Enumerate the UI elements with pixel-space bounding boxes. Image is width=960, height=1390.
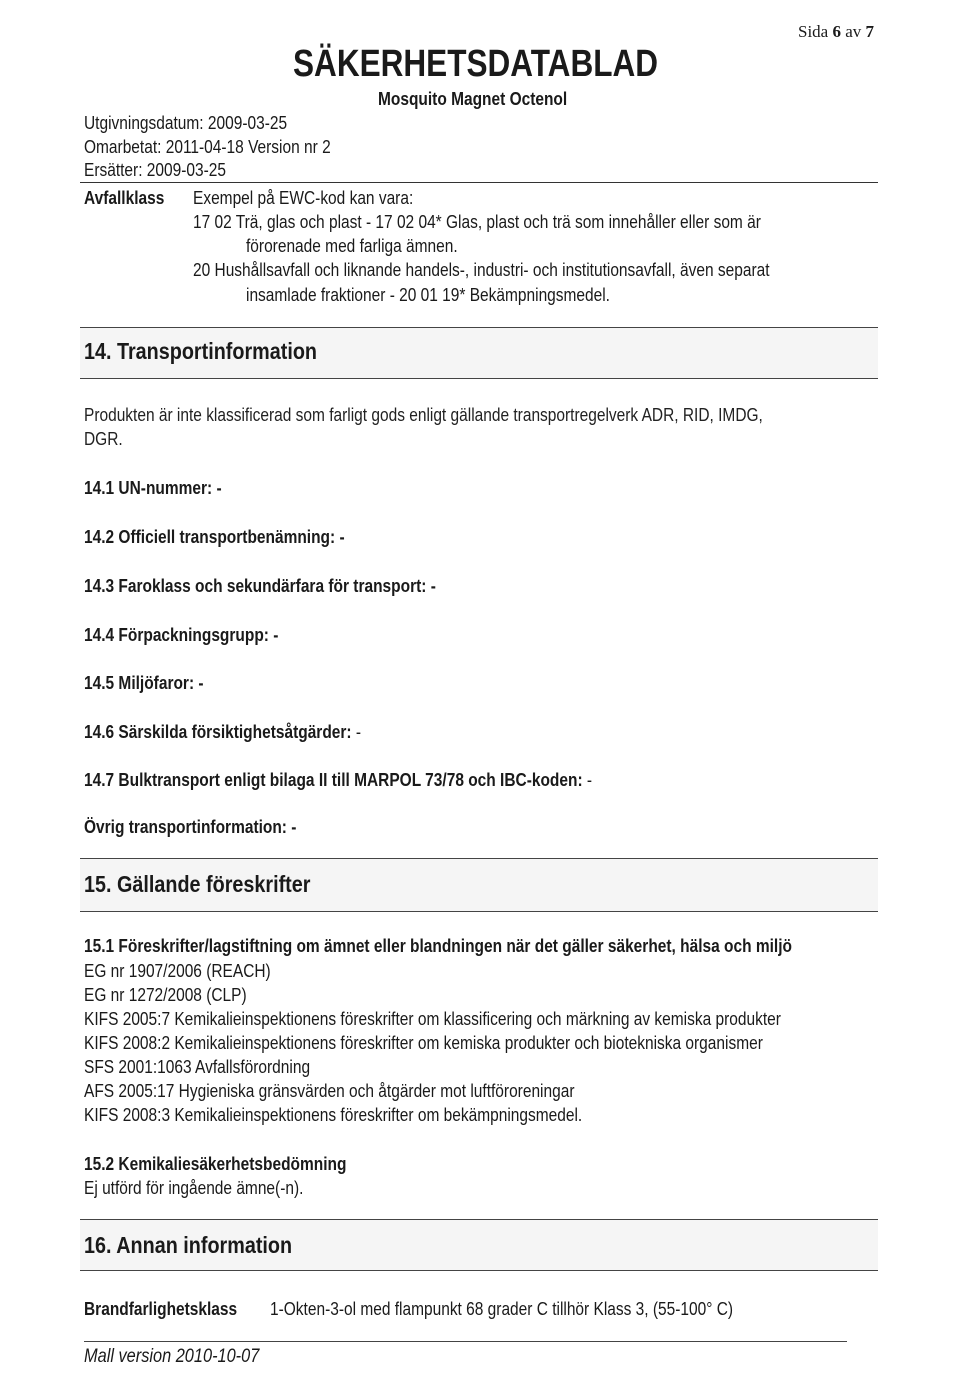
- regulations-heading: 15.1 Föreskrifter/lagstiftning om ämnet eller blandningen när det gäller säkerhet, hälsa och miljö: [84, 936, 792, 956]
- transport-item: 14.3 Faroklass och sekundärfara för transport: -: [84, 576, 436, 596]
- issue-date: Utgivningsdatum: 2009-03-25: [84, 113, 288, 133]
- chemical-safety-text: Ej utförd för ingående ämne(-n).: [84, 1178, 304, 1198]
- regulation-item: KIFS 2008:3 Kemikalieinspektionens föreskrifter om bekämpningsmedel.: [84, 1105, 583, 1125]
- template-version: Mall version 2010-10-07: [84, 1346, 260, 1367]
- page-sep: av: [845, 22, 862, 41]
- header-divider: [80, 182, 878, 183]
- waste-line-2a: 20 Hushållsavfall och liknande handels-, industri- och institutionsavfall, även separat: [193, 260, 770, 280]
- waste-line-2b: insamlade fraktioner - 20 01 19* Bekämpningsmedel.: [246, 285, 610, 305]
- waste-line-1a: 17 02 Trä, glas och plast - 17 02 04* Glas, plast och trä som innehåller eller som är: [193, 212, 761, 232]
- product-name: Mosquito Magnet Octenol: [378, 89, 568, 109]
- section-16-header: [80, 1219, 878, 1271]
- regulation-item: KIFS 2005:7 Kemikalieinspektionens föreskrifter om klassificering och märkning av kemiska produkter: [84, 1009, 781, 1029]
- footer-divider: [84, 1341, 847, 1342]
- page-total: 7: [865, 22, 875, 41]
- transport-item-value: -: [582, 770, 593, 790]
- regulation-item: SFS 2001:1063 Avfallsförordning: [84, 1057, 311, 1077]
- section-15-title: 15. Gällande föreskrifter: [84, 871, 311, 897]
- transport-item: 14.2 Officiell transportbenämning: -: [84, 527, 345, 547]
- transport-item: [84, 722, 361, 743]
- section-16-title: 16. Annan information: [84, 1232, 293, 1258]
- replaces-info: Ersätter: 2009-03-25: [84, 160, 226, 180]
- flammability-value: 1-Okten-3-ol med flampunkt 68 grader C tillhör Klass 3, (55-100° C): [270, 1299, 734, 1319]
- chemical-safety-heading: 15.2 Kemikaliesäkerhetsbedömning: [84, 1154, 347, 1174]
- transport-item: [84, 770, 592, 791]
- transport-item-label: 14.7 Bulktransport enligt bilaga II till MARPOL 73/78 och IBC-koden:: [84, 770, 583, 790]
- waste-line-1b: förorenade med farliga ämnen.: [246, 236, 458, 256]
- transport-item-value: -: [351, 722, 362, 742]
- transport-item: 14.1 UN-nummer: -: [84, 478, 222, 498]
- transport-item: 14.4 Förpackningsgrupp: -: [84, 625, 279, 645]
- page-number: [798, 22, 874, 42]
- transport-intro-b: DGR.: [84, 429, 123, 449]
- transport-other: Övrig transportinformation: -: [84, 817, 297, 837]
- transport-intro-a: Produkten är inte klassificerad som farligt gods enligt gällande transportregelverk ADR, RID, IMDG,: [84, 405, 763, 425]
- page-prefix: Sida: [798, 22, 829, 41]
- regulation-item: AFS 2005:17 Hygieniska gränsvärden och åtgärder mot luftföroreningar: [84, 1081, 575, 1101]
- document-title: SÄKERHETSDATABLAD: [293, 43, 659, 85]
- section-15-header: [80, 858, 878, 912]
- section-14-header: [80, 327, 878, 379]
- regulation-item: KIFS 2008:2 Kemikalieinspektionens föreskrifter om kemiska produkter och biotekniska organismer: [84, 1033, 763, 1053]
- transport-item-label: 14.6 Särskilda försiktighetsåtgärder:: [84, 722, 352, 742]
- regulation-item: EG nr 1907/2006 (REACH): [84, 961, 271, 981]
- revision-info: Omarbetat: 2011-04-18 Version nr 2: [84, 137, 331, 157]
- waste-intro: Exempel på EWC-kod kan vara:: [193, 188, 414, 208]
- flammability-label: Brandfarlighetsklass: [84, 1299, 238, 1319]
- transport-item: 14.5 Miljöfaror: -: [84, 673, 204, 693]
- waste-label: Avfallklass: [84, 188, 165, 208]
- page-current: 6: [832, 22, 841, 41]
- section-14-title: 14. Transportinformation: [84, 338, 318, 364]
- regulation-item: EG nr 1272/2008 (CLP): [84, 985, 247, 1005]
